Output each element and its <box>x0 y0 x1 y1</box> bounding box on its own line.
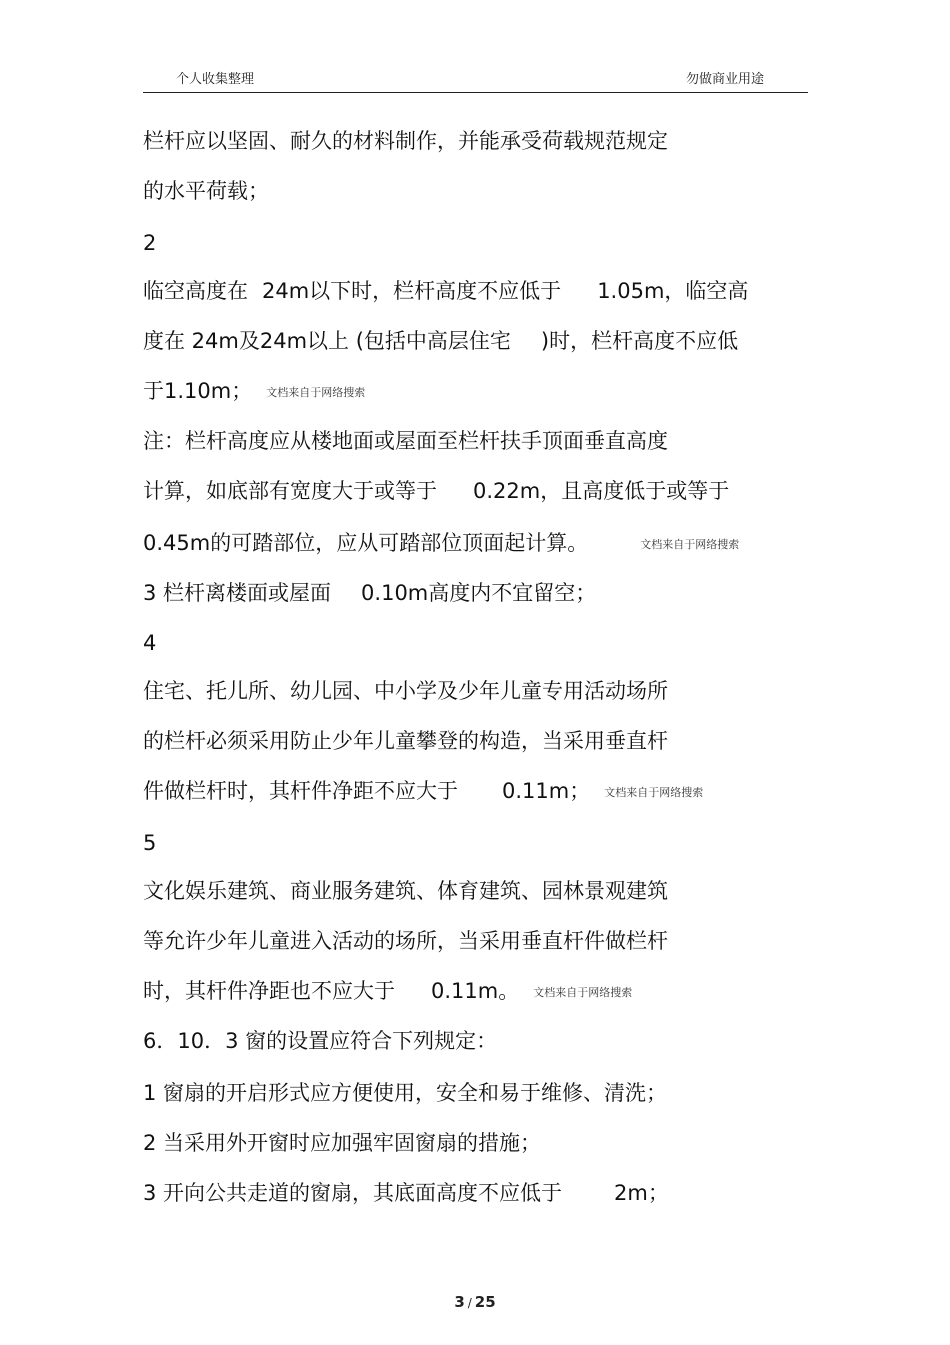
text-line-20: 1 窗扇的开启形式应方便使用，安全和易于维修、清洗； <box>143 1081 668 1105</box>
list-number-2: 2 <box>143 231 157 255</box>
text-line-8: 计算，如底部有宽度大于或等于 0.22m，且高度低于或等于 <box>143 479 730 503</box>
text-line-14: 件做栏杆时，其杆件净距不应大于 0.11m； 文档来自于网络搜索 <box>143 779 704 803</box>
total-pages: 25 <box>474 1293 496 1311</box>
header-left-text: 个人收集整理 <box>176 72 255 87</box>
source-note: 文档来自于网络搜索 <box>604 786 704 799</box>
source-note: 文档来自于网络搜索 <box>533 986 633 999</box>
page-separator: / <box>467 1296 472 1310</box>
source-note: 文档来自于网络搜索 <box>640 538 740 551</box>
text-line-12: 住宅、托儿所、幼儿园、中小学及少年儿童专用活动场所 <box>143 679 668 703</box>
header-right-text: 勿做商业用途 <box>685 72 764 87</box>
text-line-21: 2 当采用外开窗时应加强牢固窗扇的措施； <box>143 1131 542 1155</box>
text-line-17: 等允许少年儿童进入活动的场所，当采用垂直杆件做栏杆 <box>143 929 668 953</box>
text-line-5: 度在 24m及24m以上 (包括中高层住宅 )时，栏杆高度不应低 <box>143 329 739 353</box>
page-header <box>143 66 808 93</box>
text-line-6: 于1.10m； 文档来自于网络搜索 <box>143 379 366 403</box>
text-line-16: 文化娱乐建筑、商业服务建筑、体育建筑、园林景观建筑 <box>143 879 668 903</box>
text-line-13: 的栏杆必须采用防止少年儿童攀登的构造，当采用垂直杆 <box>143 729 668 753</box>
source-note: 文档来自于网络搜索 <box>266 386 366 399</box>
text-line-4: 临空高度在 24m以下时，栏杆高度不应低于 1.05m，临空高 <box>143 279 749 303</box>
text-line-7: 注：栏杆高度应从楼地面或屋面至栏杆扶手顶面垂直高度 <box>143 429 668 453</box>
text-line-1: 栏杆应以坚固、耐久的材料制作，并能承受荷载规范规定 <box>143 129 668 153</box>
text-line-9: 0.45m的可踏部位，应从可踏部位顶面起计算。 文档来自于网络搜索 <box>143 531 740 555</box>
text-line-10: 3 栏杆离楼面或屋面 0.10m高度内不宜留空； <box>143 581 597 605</box>
section-heading-6-10-3: 6．10．3 窗的设置应符合下列规定： <box>143 1029 498 1053</box>
list-number-4: 4 <box>143 631 157 655</box>
text-line-18: 时，其杆件净距也不应大于 0.11m。 文档来自于网络搜索 <box>143 979 633 1003</box>
text-line-2: 的水平荷载； <box>143 179 269 203</box>
current-page: 3 <box>454 1293 465 1311</box>
text-line-22: 3 开向公共走道的窗扇，其底面高度不应低于 2m； <box>143 1181 669 1205</box>
page-number-footer <box>0 1293 950 1311</box>
list-number-5: 5 <box>143 831 157 855</box>
